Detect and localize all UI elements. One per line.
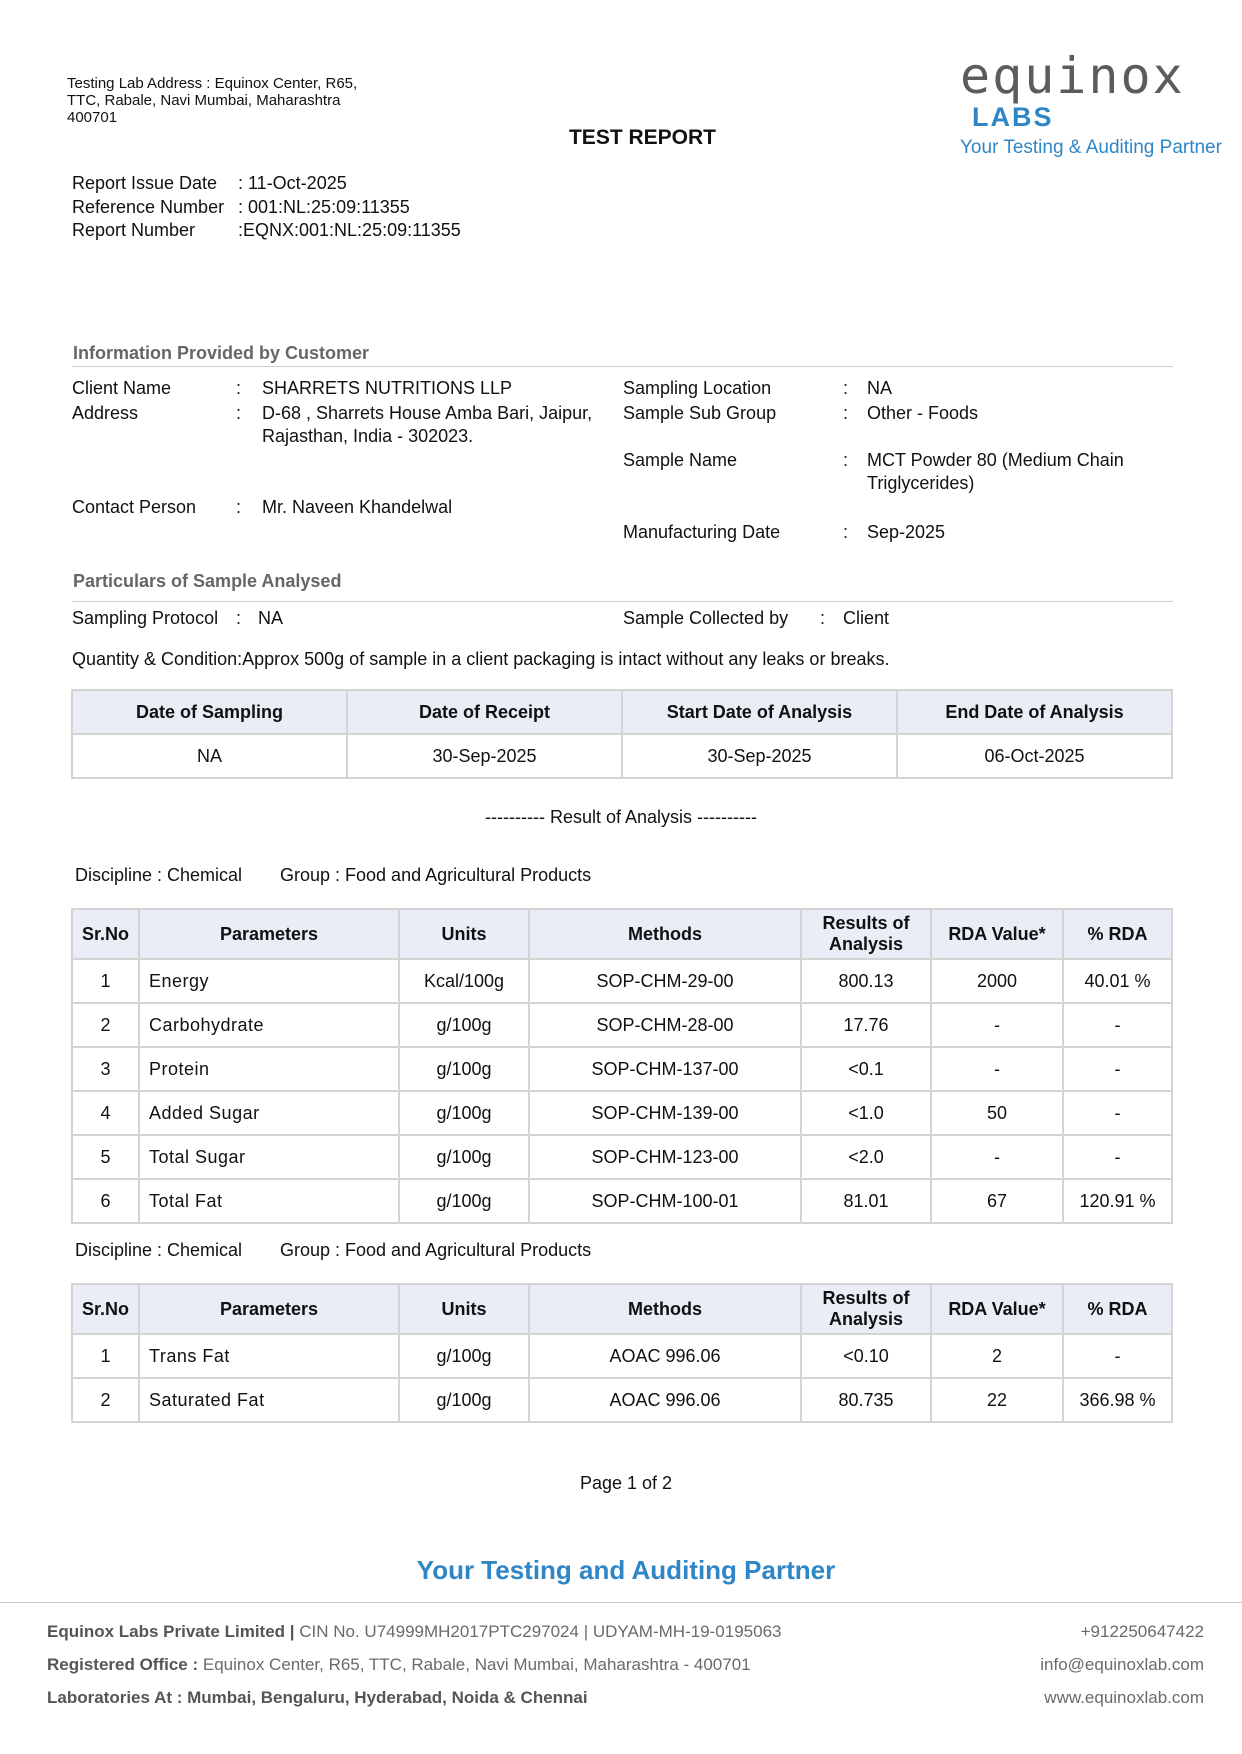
results-header-row <box>72 1284 1172 1334</box>
table-header: Units <box>399 909 529 959</box>
discipline-label: Discipline : Chemical <box>75 865 243 885</box>
table-cell: - <box>931 1003 1063 1047</box>
company-name: Equinox Labs Private Limited | <box>47 1622 295 1641</box>
colon: : <box>237 649 243 669</box>
report-number-row <box>72 219 461 243</box>
quantity-label: Quantity & Condition <box>72 649 238 669</box>
logo-wordmark: equinox <box>960 47 1185 105</box>
section-divider <box>72 366 1173 367</box>
company-cin: CIN No. U74999MH2017PTC297024 | UDYAM-MH-19-0195063 <box>294 1622 782 1641</box>
colon: : <box>236 497 242 517</box>
table-cell: g/100g <box>399 1003 529 1047</box>
table-cell: g/100g <box>399 1091 529 1135</box>
colon: : <box>843 522 849 542</box>
logo-tagline: Your Testing & Auditing Partner <box>960 137 1222 158</box>
info-value: :EQNX:001:NL:25:09:11355 <box>238 220 461 240</box>
table-header: Results of Analysis <box>801 1284 931 1334</box>
contact-person-value: Mr. Naveen Khandelwal <box>262 497 453 517</box>
reference-number-row <box>72 196 461 220</box>
info-label: Report Number <box>72 220 196 240</box>
quantity-condition <box>72 648 889 671</box>
dates-value-row <box>72 734 1172 778</box>
sampling-location-value: NA <box>867 378 893 398</box>
table-cell: - <box>931 1135 1063 1179</box>
colon: : <box>843 378 849 398</box>
table-cell: Added Sugar <box>139 1091 399 1135</box>
table-cell: 120.91 % <box>1063 1179 1172 1223</box>
sample-name-line: Triglycerides) <box>867 472 975 493</box>
table-cell: SOP-CHM-137-00 <box>529 1047 801 1091</box>
sample-collected-label: Sample Collected by <box>623 608 789 628</box>
table-cell: SOP-CHM-28-00 <box>529 1003 801 1047</box>
results-table-2 <box>71 1283 1173 1423</box>
address-label: Address <box>72 403 139 423</box>
quantity-value: Approx 500g of sample in a client packaging is intact without any leaks or breaks. <box>242 649 890 669</box>
address-value <box>262 402 592 447</box>
table-cell: 800.13 <box>801 959 931 1003</box>
lab-address-line: Testing Lab Address : Equinox Center, R65, <box>67 75 358 92</box>
table-header: Start Date of Analysis <box>622 690 897 734</box>
table-row <box>72 1378 1172 1422</box>
table-cell: SOP-CHM-123-00 <box>529 1135 801 1179</box>
table-cell: 30-Sep-2025 <box>347 734 622 778</box>
table-cell: 2 <box>72 1003 139 1047</box>
footer-labs-line <box>47 1688 588 1708</box>
table-header: Parameters <box>139 1284 399 1334</box>
sample-sub-group-value: Other - Foods <box>867 403 979 423</box>
report-info <box>72 172 461 243</box>
table-cell: 30-Sep-2025 <box>622 734 897 778</box>
info-label: Reference Number <box>72 196 225 217</box>
table-cell: g/100g <box>399 1179 529 1223</box>
manufacturing-date-value: Sep-2025 <box>867 522 946 542</box>
colon: : <box>236 378 242 398</box>
dates-header-row <box>72 690 1172 734</box>
table-cell: SOP-CHM-139-00 <box>529 1091 801 1135</box>
table-header: % RDA <box>1063 1284 1172 1334</box>
report-title: TEST REPORT <box>568 126 716 149</box>
table-row <box>72 1003 1172 1047</box>
sample-collected-value: Client <box>843 608 890 628</box>
table-header: Date of Receipt <box>347 690 622 734</box>
colon: : <box>820 608 826 628</box>
info-value: : 11-Oct-2025 <box>238 173 347 193</box>
table-cell: <0.1 <box>801 1047 931 1091</box>
footer-phone[interactable]: +912250647422 <box>1080 1622 1204 1641</box>
sample-name-line: MCT Powder 80 (Medium Chain <box>867 450 1124 470</box>
registered-address: Equinox Center, R65, TTC, Rabale, Navi Mumbai, Maharashtra - 400701 <box>198 1655 751 1674</box>
table-cell: 2 <box>931 1334 1063 1378</box>
page-number: Page 1 of 2 <box>579 1473 673 1493</box>
table-row <box>72 1135 1172 1179</box>
table-cell: SOP-CHM-100-01 <box>529 1179 801 1223</box>
table-cell: g/100g <box>399 1135 529 1179</box>
table-cell: - <box>1063 1003 1172 1047</box>
registered-label: Registered Office : <box>47 1655 199 1674</box>
table-cell: g/100g <box>399 1047 529 1091</box>
colon: : <box>843 403 849 423</box>
table-header: Sr.No <box>72 909 139 959</box>
table-cell: 5 <box>72 1135 139 1179</box>
lab-address-line: TTC, Rabale, Navi Mumbai, Maharashtra <box>67 92 341 109</box>
table-cell: AOAC 996.06 <box>529 1334 801 1378</box>
table-cell: 4 <box>72 1091 139 1135</box>
table-header: % RDA <box>1063 909 1172 959</box>
table-cell: 2000 <box>931 959 1063 1003</box>
colon: : <box>843 450 849 470</box>
table-cell: Trans Fat <box>139 1334 399 1378</box>
table-row <box>72 1179 1172 1223</box>
table-cell: 1 <box>72 959 139 1003</box>
table-cell: - <box>1063 1334 1172 1378</box>
table-row <box>72 959 1172 1003</box>
table-cell: Energy <box>139 959 399 1003</box>
report-issue-date-row <box>72 172 461 196</box>
table-header: Sr.No <box>72 1284 139 1334</box>
lab-address <box>67 75 387 126</box>
footer-company-line <box>47 1622 781 1642</box>
lab-address-line: 400701 <box>67 109 118 126</box>
table-header: RDA Value* <box>931 1284 1063 1334</box>
table-cell: - <box>931 1047 1063 1091</box>
table-cell: 06-Oct-2025 <box>897 734 1172 778</box>
table-cell: Total Fat <box>139 1179 399 1223</box>
address-line: Rajasthan, India - 302023. <box>262 425 474 446</box>
footer-registered-line <box>47 1655 751 1675</box>
address-line: D-68 , Sharrets House Amba Bari, Jaipur, <box>262 403 593 423</box>
table-header: Results of Analysis <box>801 909 931 959</box>
table-header: Methods <box>529 909 801 959</box>
footer-email[interactable]: info@equinoxlab.com <box>1040 1655 1204 1674</box>
sample-name-label: Sample Name <box>623 450 738 470</box>
table-header: RDA Value* <box>931 909 1063 959</box>
table-header: Parameters <box>139 909 399 959</box>
discipline-label: Discipline : Chemical <box>75 1240 243 1260</box>
table-header: Methods <box>529 1284 801 1334</box>
table-cell: 366.98 % <box>1063 1378 1172 1422</box>
sampling-protocol-label: Sampling Protocol <box>72 608 219 628</box>
sampling-protocol-value: NA <box>258 608 284 628</box>
group-label: Group : Food and Agricultural Products <box>280 865 592 885</box>
table-cell: 50 <box>931 1091 1063 1135</box>
table-cell: <2.0 <box>801 1135 931 1179</box>
table-cell: 3 <box>72 1047 139 1091</box>
sample-name-value <box>867 449 1124 494</box>
laboratories: Laboratories At : Mumbai, Bengaluru, Hyderabad, Noida & Chennai <box>47 1688 588 1707</box>
client-name-value: SHARRETS NUTRITIONS LLP <box>262 378 513 398</box>
footer-tagline: Your Testing and Auditing Partner <box>416 1555 836 1585</box>
table-cell: 1 <box>72 1334 139 1378</box>
table-cell: Total Sugar <box>139 1135 399 1179</box>
table-cell: NA <box>72 734 347 778</box>
table-cell: 6 <box>72 1179 139 1223</box>
results-header-row <box>72 909 1172 959</box>
table-cell: Kcal/100g <box>399 959 529 1003</box>
sample-sub-group-label: Sample Sub Group <box>623 403 777 423</box>
table-cell: Saturated Fat <box>139 1378 399 1422</box>
result-heading: ---------- Result of Analysis ---------- <box>485 807 757 827</box>
table-cell: AOAC 996.06 <box>529 1378 801 1422</box>
table-cell: - <box>1063 1091 1172 1135</box>
colon: : <box>236 403 242 423</box>
table-header: Units <box>399 1284 529 1334</box>
table-cell: 22 <box>931 1378 1063 1422</box>
section-divider <box>72 601 1173 602</box>
customer-section-heading: Information Provided by Customer <box>73 343 370 363</box>
sampling-location-label: Sampling Location <box>623 378 772 398</box>
table-cell: <0.10 <box>801 1334 931 1378</box>
contact-person-label: Contact Person <box>72 497 197 517</box>
footer-website[interactable]: www.equinoxlab.com <box>1044 1688 1204 1707</box>
group-label: Group : Food and Agricultural Products <box>280 1240 592 1260</box>
table-cell: - <box>1063 1135 1172 1179</box>
table-row <box>72 1334 1172 1378</box>
sample-section-heading: Particulars of Sample Analysed <box>73 571 342 591</box>
results-table-1 <box>71 908 1173 1224</box>
manufacturing-date-label: Manufacturing Date <box>623 522 781 542</box>
table-cell: 67 <box>931 1179 1063 1223</box>
table-cell: 80.735 <box>801 1378 931 1422</box>
client-name-label: Client Name <box>72 378 172 398</box>
info-label: Report Issue Date <box>72 173 218 193</box>
colon: : <box>236 608 242 628</box>
table-cell: <1.0 <box>801 1091 931 1135</box>
dates-table <box>71 689 1173 779</box>
table-cell: 81.01 <box>801 1179 931 1223</box>
table-cell: Protein <box>139 1047 399 1091</box>
table-cell: Carbohydrate <box>139 1003 399 1047</box>
logo-labs: LABS <box>972 102 1054 132</box>
table-cell: SOP-CHM-29-00 <box>529 959 801 1003</box>
info-value: : 001:NL:25:09:11355 <box>238 196 410 217</box>
table-cell: 40.01 % <box>1063 959 1172 1003</box>
footer-divider <box>0 1602 1242 1603</box>
table-row <box>72 1091 1172 1135</box>
table-cell: 2 <box>72 1378 139 1422</box>
table-row <box>72 1047 1172 1091</box>
table-cell: - <box>1063 1047 1172 1091</box>
table-cell: 17.76 <box>801 1003 931 1047</box>
table-header: Date of Sampling <box>72 690 347 734</box>
table-header: End Date of Analysis <box>897 690 1172 734</box>
table-cell: g/100g <box>399 1378 529 1422</box>
table-cell: g/100g <box>399 1334 529 1378</box>
